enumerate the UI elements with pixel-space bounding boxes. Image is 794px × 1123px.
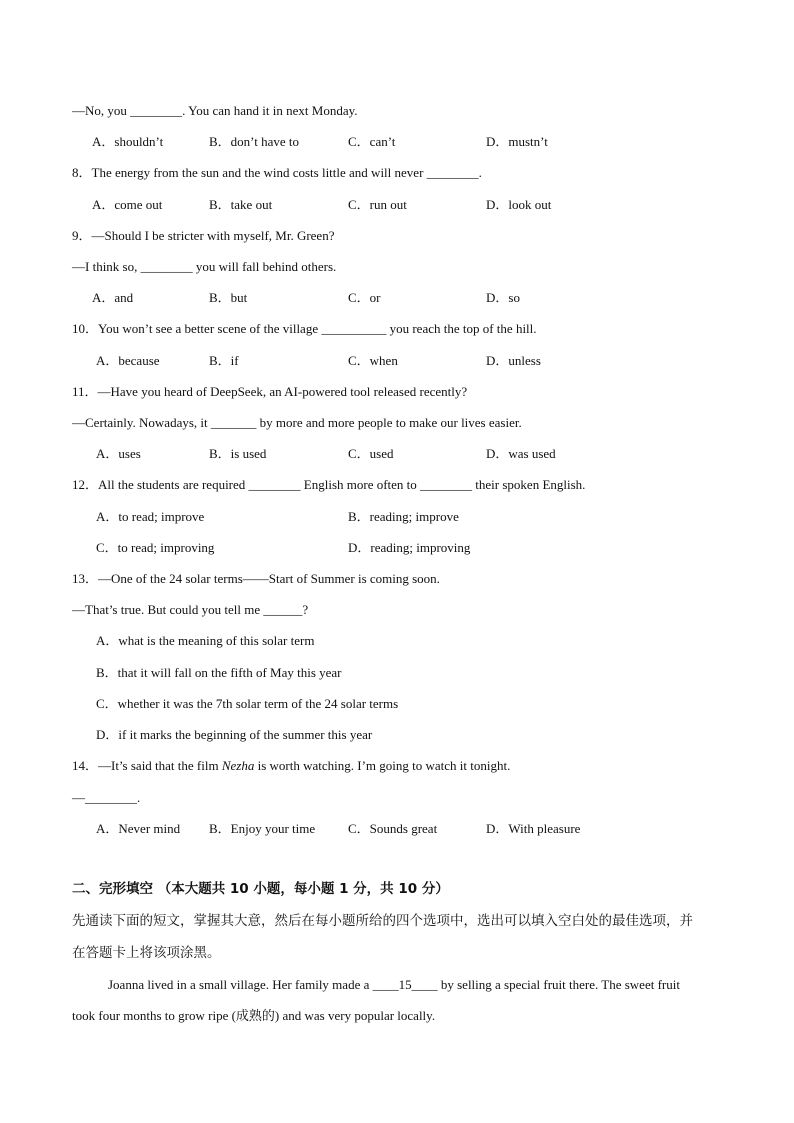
- q10-option-d: D．unless: [486, 353, 541, 368]
- q14-option-b: B．Enjoy your time: [209, 821, 316, 836]
- q8-option-c: C．run out: [348, 197, 407, 212]
- q9-option-a: A．and: [92, 290, 134, 305]
- q11-stem: 11．—Have you heard of DeepSeek, an AI-powered tool released recently?: [72, 384, 468, 399]
- q7-option-c: C．can’t: [348, 134, 396, 149]
- q7-option-a: A．shouldn’t: [92, 134, 164, 149]
- q8-options: [0, 197, 794, 213]
- q8-stem: 8．The energy from the sun and the wind costs little and will never ________.: [72, 165, 482, 180]
- q7-option-d: D．mustn’t: [486, 134, 548, 149]
- q12-options-row1: [0, 509, 794, 525]
- q11-dialogue: —Certainly. Nowadays, it _______ by more and more people to make our lives easier.: [72, 415, 522, 430]
- q12-stem: 12．All the students are required ________ English more often to ________ their spoken English.: [72, 477, 586, 492]
- q13-dialogue: —That’s true. But could you tell me ______?: [72, 602, 309, 617]
- section-title: 二、完形填空 （本大题共 10 小题，每小题 1 分，共 10 分）: [72, 881, 449, 897]
- q12-option-c: C．to read; improving: [96, 540, 215, 555]
- passage-line2: took four months to grow ripe (成熟的) and was very popular locally.: [72, 1008, 436, 1023]
- blank-15: ____15____: [372, 977, 438, 992]
- section-instruction-line2: 在答题卡上将该项涂黑。: [72, 945, 221, 961]
- q7-options: [0, 134, 794, 150]
- q9-dialogue: —I think so, ________ you will fall behind others.: [72, 259, 337, 274]
- q12-option-d: D．reading; improving: [348, 540, 471, 555]
- q14-option-c: C．Sounds great: [348, 821, 438, 836]
- q13-option-b: B．that it will fall on the fifth of May this year: [96, 665, 342, 680]
- q14-option-d: D．With pleasure: [486, 821, 581, 836]
- q10-options: [0, 353, 794, 369]
- q10-option-a: A．because: [96, 353, 160, 368]
- q9-option-d: D．so: [486, 290, 520, 305]
- passage-line1: [108, 977, 680, 993]
- q10-option-b: B．if: [209, 353, 239, 368]
- q8-option-a: A．come out: [92, 197, 163, 212]
- passage-text-before: Joanna lived in a small village. Her family made a: [108, 977, 373, 992]
- q11-option-d: D．was used: [486, 446, 556, 461]
- q14-stem: [72, 758, 510, 774]
- q12-options-row2: [0, 540, 794, 556]
- q12-option-b: B．reading; improve: [348, 509, 459, 524]
- q10-stem: 10．You won’t see a better scene of the village __________ you reach the top of the hill.: [72, 321, 537, 336]
- q14-option-a: A．Never mind: [96, 821, 181, 836]
- q12-option-a: A．to read; improve: [96, 509, 205, 524]
- q13-option-c: C．whether it was the 7th solar term of the 24 solar terms: [96, 696, 399, 711]
- q14-dialogue: —________.: [72, 790, 141, 805]
- q9-stem: 9．—Should I be stricter with myself, Mr. Green?: [72, 228, 335, 243]
- q9-options: [0, 290, 794, 306]
- passage-text-after: by selling a special fruit there. The sweet fruit: [437, 977, 680, 992]
- q7-option-b: B．don’t have to: [209, 134, 300, 149]
- q13-option-a: A．what is the meaning of this solar term: [96, 633, 315, 648]
- q9-option-b: B．but: [209, 290, 248, 305]
- q11-option-c: C．used: [348, 446, 394, 461]
- q9-option-c: C．or: [348, 290, 381, 305]
- q11-options: [0, 446, 794, 462]
- q7-dialogue: —No, you ________. You can hand it in next Monday.: [72, 103, 358, 118]
- q8-option-d: D．look out: [486, 197, 552, 212]
- q11-option-a: A．uses: [96, 446, 141, 461]
- q14-options: [0, 821, 794, 837]
- q14-film-title: Nezha: [221, 758, 255, 773]
- q8-option-b: B．take out: [209, 197, 273, 212]
- q14-stem-after: is worth watching. I’m going to watch it tonight.: [254, 758, 511, 773]
- q10-option-c: C．when: [348, 353, 398, 368]
- q14-stem-before: 14．—It’s said that the film: [72, 758, 222, 773]
- q11-option-b: B．is used: [209, 446, 267, 461]
- q13-stem: 13．—One of the 24 solar terms——Start of Summer is coming soon.: [72, 571, 440, 586]
- q13-option-d: D．if it marks the beginning of the summer this year: [96, 727, 373, 742]
- section-instruction-line1: 先通读下面的短文，掌握其大意，然后在每小题所给的四个选项中，选出可以填入空白处的最佳选项，并: [72, 913, 693, 929]
